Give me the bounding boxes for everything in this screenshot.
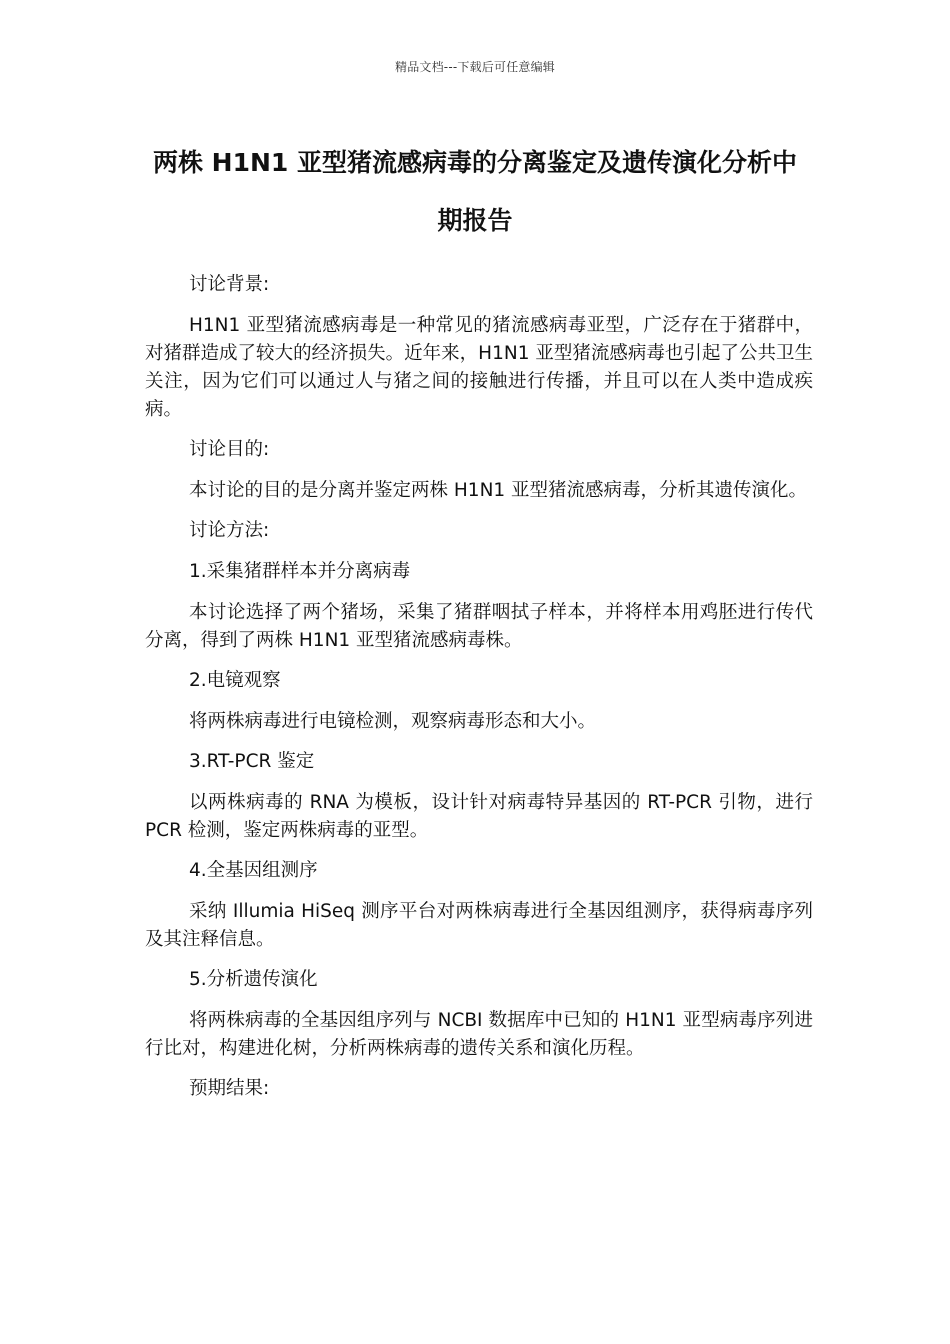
paragraph-sequencing: 采纳 Illumia HiSeq 测序平台对两株病毒进行全基因组测序，获得病毒序列及其注释信息。 <box>145 901 813 950</box>
method-heading-evolution: 5.分析遗传演化 <box>189 969 318 990</box>
header-note: 精品文档---下载后可任意编辑 <box>395 60 555 74</box>
method-heading-sequencing: 4.全基因组测序 <box>189 860 318 881</box>
paragraph-electron-microscopy: 将两株病毒进行电镜检测，观察病毒形态和大小。 <box>189 711 597 732</box>
paragraph-rt-pcr: 以两株病毒的 RNA 为模板，设计针对病毒特异基因的 RT-PCR 引物，进行 PCR 检测，鉴定两株病毒的亚型。 <box>145 792 813 841</box>
paragraph-evolution: 将两株病毒的全基因组序列与 NCBI 数据库中已知的 H1N1 亚型病毒序列进行比对，构建进化树，分析两株病毒的遗传关系和演化历程。 <box>145 1010 813 1059</box>
section-heading-methods: 讨论方法: <box>189 520 270 541</box>
section-heading-background: 讨论背景: <box>189 274 270 295</box>
method-heading-rt-pcr: 3.RT-PCR 鉴定 <box>189 751 315 772</box>
paragraph-sampling: 本讨论选择了两个猪场，采集了猪群咽拭子样本，并将样本用鸡胚进行传代分离，得到了两株 H1N1 亚型猪流感病毒株。 <box>145 602 813 651</box>
method-heading-sampling: 1.采集猪群样本并分离病毒 <box>189 561 411 582</box>
section-heading-purpose: 讨论目的: <box>189 439 270 460</box>
section-heading-expected-results: 预期结果: <box>189 1078 270 1099</box>
document-title: 两株 H1N1 亚型猪流感病毒的分离鉴定及遗传演化分析中期报告 <box>152 148 798 235</box>
paragraph-background: H1N1 亚型猪流感病毒是一种常见的猪流感病毒亚型，广泛存在于猪群中，对猪群造成了较大的经济损失。近年来，H1N1 亚型猪流感病毒也引起了公共卫生关注，因为它们可以通过人与猪之间的接触进行传播，并且可以在人类中造成疾病。 <box>145 315 813 420</box>
method-heading-electron-microscopy: 2.电镜观察 <box>189 670 281 691</box>
paragraph-purpose: 本讨论的目的是分离并鉴定两株 H1N1 亚型猪流感病毒，分析其遗传演化。 <box>189 480 808 501</box>
document-body <box>145 271 813 1116</box>
